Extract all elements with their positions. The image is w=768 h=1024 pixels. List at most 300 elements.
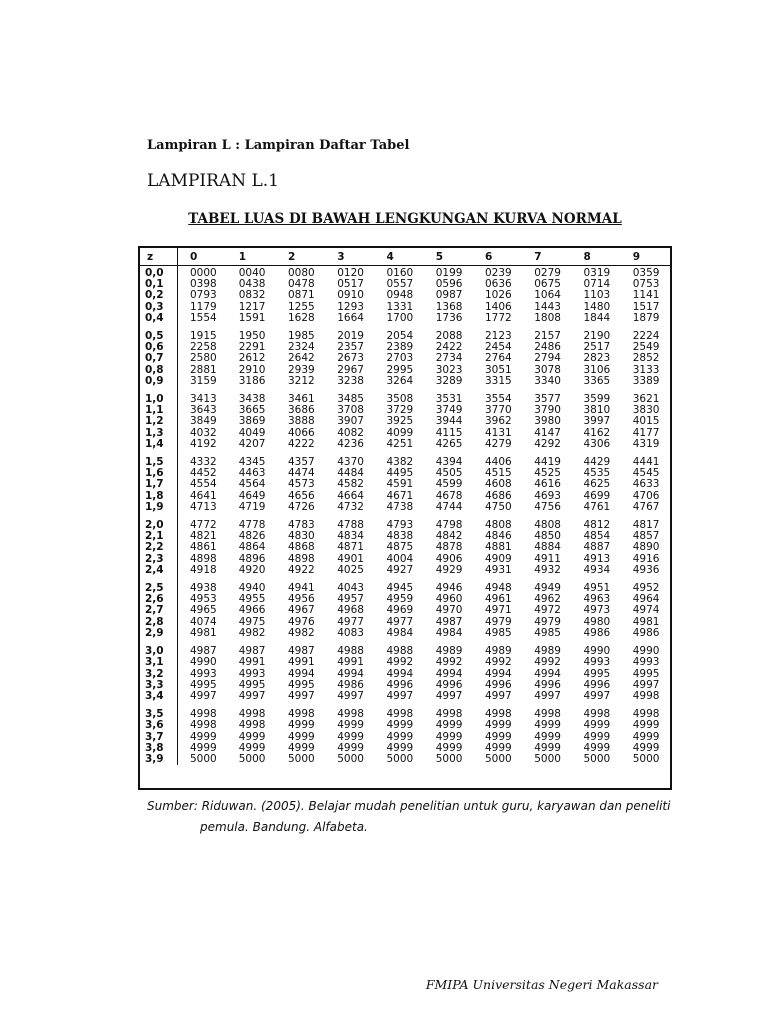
area-value-cell: 4981 bbox=[190, 626, 217, 639]
table-title-text: TABEL LUAS DI BAWAH LENGKUNGAN KURVA NORMAL bbox=[188, 211, 622, 227]
area-value-cell: 4999 bbox=[583, 730, 611, 743]
area-value-cell: 0793 bbox=[190, 289, 217, 302]
area-value-cell: 3438 bbox=[238, 393, 266, 406]
area-value-cell: 4783 bbox=[288, 519, 315, 532]
area-value-cell: 2852 bbox=[632, 352, 660, 365]
area-value-cell: 4988 bbox=[337, 645, 364, 658]
area-value-cell: 4043 bbox=[337, 582, 364, 595]
area-value-cell: 4279 bbox=[485, 437, 512, 450]
area-value-cell: 4995 bbox=[238, 678, 266, 691]
area-value-cell: 4998 bbox=[632, 708, 660, 721]
z-value-cell: 2,7 bbox=[140, 605, 178, 616]
area-value-cell: 4992 bbox=[534, 656, 561, 669]
area-value-cell: 4975 bbox=[238, 615, 266, 628]
area-value-cell: 4898 bbox=[288, 552, 315, 565]
area-value-cell: 4131 bbox=[485, 426, 512, 439]
area-value-cell: 5000 bbox=[534, 752, 561, 765]
area-value-cell: 2454 bbox=[485, 341, 512, 354]
area-value-cell: 4515 bbox=[485, 467, 512, 480]
area-value-cell: 1915 bbox=[190, 330, 217, 343]
area-value-cell: 4357 bbox=[288, 456, 315, 469]
area-value-cell: 4997 bbox=[288, 689, 315, 702]
area-value-cell: 4901 bbox=[337, 552, 364, 565]
area-value-cell: 4913 bbox=[583, 552, 611, 565]
area-value-cell: 2881 bbox=[190, 363, 217, 376]
area-value-cell: 4959 bbox=[386, 593, 414, 606]
area-value-cell: 2612 bbox=[238, 352, 266, 365]
area-value-cell: 4909 bbox=[485, 552, 512, 565]
z-table-container bbox=[138, 246, 672, 790]
table-row bbox=[140, 266, 670, 280]
table-row bbox=[140, 628, 670, 639]
area-value-cell: 4992 bbox=[386, 656, 414, 669]
area-value-cell: 4968 bbox=[337, 604, 364, 617]
area-value-cell: 4999 bbox=[435, 719, 463, 732]
area-value-cell: 4812 bbox=[583, 519, 611, 532]
area-value-cell: 4987 bbox=[288, 645, 315, 658]
area-value-cell: 0714 bbox=[583, 278, 611, 291]
area-value-cell: 2517 bbox=[583, 341, 611, 354]
area-value-cell: 4049 bbox=[238, 426, 266, 439]
area-value-cell: 4625 bbox=[583, 478, 611, 491]
z-value-cell: 1,9 bbox=[140, 502, 178, 513]
area-value-cell: 4664 bbox=[337, 489, 364, 502]
area-value-cell: 5000 bbox=[386, 752, 414, 765]
table-row bbox=[140, 376, 670, 387]
area-value-cell: 4999 bbox=[288, 730, 315, 743]
area-value-cell: 4999 bbox=[337, 719, 364, 732]
area-value-cell: 3133 bbox=[632, 363, 660, 376]
z-value-cell: 2,1 bbox=[140, 531, 178, 542]
area-value-cell: 4750 bbox=[485, 500, 512, 513]
area-value-cell: 4946 bbox=[435, 582, 463, 595]
area-value-cell: 4911 bbox=[534, 552, 561, 565]
area-value-cell: 4864 bbox=[238, 541, 266, 554]
area-value-cell: 3729 bbox=[386, 404, 414, 417]
area-value-cell: 4994 bbox=[288, 667, 315, 680]
table-row bbox=[140, 439, 670, 450]
area-value-cell: 3708 bbox=[337, 404, 364, 417]
area-value-cell: 2764 bbox=[485, 352, 512, 365]
area-value-cell: 4484 bbox=[337, 467, 364, 480]
area-value-cell: 4345 bbox=[238, 456, 266, 469]
z-table-header-row bbox=[140, 248, 670, 266]
area-value-cell: 3907 bbox=[337, 415, 364, 428]
area-value-cell: 4693 bbox=[534, 489, 561, 502]
area-value-cell: 4429 bbox=[583, 456, 611, 469]
area-value-cell: 4004 bbox=[386, 552, 414, 565]
area-value-cell: 1772 bbox=[485, 311, 512, 324]
area-value-cell: 4984 bbox=[386, 626, 414, 639]
area-value-cell: 1103 bbox=[583, 289, 611, 302]
area-value-cell: 3621 bbox=[632, 393, 660, 406]
area-value-cell: 0239 bbox=[485, 267, 512, 279]
area-value-cell: 4999 bbox=[534, 719, 561, 732]
area-value-cell: 3051 bbox=[485, 363, 512, 376]
area-value-cell: 4941 bbox=[288, 582, 315, 595]
z-value-cell: 2,5 bbox=[140, 583, 178, 594]
area-value-cell: 3485 bbox=[337, 393, 364, 406]
area-value-cell: 3106 bbox=[583, 363, 611, 376]
area-value-cell: 2019 bbox=[337, 330, 364, 343]
area-value-cell: 4591 bbox=[386, 478, 414, 491]
area-value-cell: 4998 bbox=[190, 719, 217, 732]
area-value-cell: 0517 bbox=[337, 278, 364, 291]
area-value-cell: 0753 bbox=[632, 278, 660, 291]
area-value-cell: 4633 bbox=[632, 478, 660, 491]
area-value-cell: 4992 bbox=[485, 656, 512, 669]
area-value-cell: 4656 bbox=[288, 489, 315, 502]
area-value-cell: 4838 bbox=[386, 530, 414, 543]
area-value-cell: 4162 bbox=[583, 426, 611, 439]
z-value-cell: 1,4 bbox=[140, 439, 178, 450]
area-value-cell: 4999 bbox=[238, 741, 266, 754]
area-value-cell: 4990 bbox=[583, 645, 611, 658]
z-value-cell: 3,6 bbox=[140, 720, 178, 731]
area-value-cell: 1517 bbox=[632, 300, 660, 313]
z-value-cell: 0,6 bbox=[140, 342, 178, 353]
z-value-cell: 3,1 bbox=[140, 657, 178, 668]
source-line-2: pemula. Bandung. Alfabeta. bbox=[200, 820, 368, 834]
area-value-cell: 4066 bbox=[288, 426, 315, 439]
area-value-cell: 4991 bbox=[337, 656, 364, 669]
area-value-cell: 4474 bbox=[288, 467, 315, 480]
area-value-cell: 0359 bbox=[632, 267, 660, 279]
area-value-cell: 4971 bbox=[485, 604, 512, 617]
area-value-cell: 4906 bbox=[435, 552, 463, 565]
area-value-cell: 2357 bbox=[337, 341, 364, 354]
area-value-cell: 4608 bbox=[485, 478, 512, 491]
area-value-cell: 4997 bbox=[583, 689, 611, 702]
area-value-cell: 4999 bbox=[485, 719, 512, 732]
area-value-cell: 4955 bbox=[238, 593, 266, 606]
area-value-cell: 3830 bbox=[632, 404, 660, 417]
area-value-cell: 2673 bbox=[337, 352, 364, 365]
area-value-cell: 4999 bbox=[632, 730, 660, 743]
area-value-cell: 4999 bbox=[485, 741, 512, 754]
table-row bbox=[140, 720, 670, 731]
area-value-cell: 4192 bbox=[190, 437, 217, 450]
table-row bbox=[140, 754, 670, 765]
area-value-cell: 4306 bbox=[583, 437, 611, 450]
area-value-cell: 4821 bbox=[190, 530, 217, 543]
area-value-cell: 4993 bbox=[583, 656, 611, 669]
area-value-cell: 3749 bbox=[435, 404, 463, 417]
area-value-cell: 4997 bbox=[386, 689, 414, 702]
area-value-cell: 4699 bbox=[583, 489, 611, 502]
area-value-cell: 3413 bbox=[190, 393, 217, 406]
z-value-cell: 3,2 bbox=[140, 669, 178, 680]
area-value-cell: 4868 bbox=[288, 541, 315, 554]
area-value-cell: 4977 bbox=[337, 615, 364, 628]
area-value-cell: 4998 bbox=[288, 708, 315, 721]
area-value-cell: 3888 bbox=[288, 415, 315, 428]
area-value-cell: 4997 bbox=[337, 689, 364, 702]
area-value-cell: 4985 bbox=[534, 626, 561, 639]
area-value-cell: 4998 bbox=[534, 708, 561, 721]
area-value-cell: 5000 bbox=[238, 752, 266, 765]
z-value-cell: 3,7 bbox=[140, 732, 178, 743]
area-value-cell: 4999 bbox=[238, 730, 266, 743]
area-value-cell: 4920 bbox=[238, 563, 266, 576]
area-value-cell: 4706 bbox=[632, 489, 660, 502]
area-value-cell: 0557 bbox=[386, 278, 414, 291]
area-value-cell: 2642 bbox=[288, 352, 315, 365]
area-value-cell: 4599 bbox=[435, 478, 463, 491]
area-value-cell: 4998 bbox=[337, 708, 364, 721]
area-value-cell: 1664 bbox=[337, 311, 364, 324]
area-value-cell: 3461 bbox=[288, 393, 315, 406]
appendix-heading: LAMPIRAN L.1 bbox=[147, 171, 279, 191]
area-value-cell: 4976 bbox=[288, 615, 315, 628]
area-value-cell: 4995 bbox=[583, 667, 611, 680]
z-value-cell: 1,3 bbox=[140, 428, 178, 439]
area-value-cell: 4686 bbox=[485, 489, 512, 502]
area-value-cell: 2389 bbox=[386, 341, 414, 354]
area-value-cell: 4996 bbox=[583, 678, 611, 691]
z-value-cell: 1,2 bbox=[140, 416, 178, 427]
area-value-cell: 3790 bbox=[534, 404, 561, 417]
area-value-cell: 4989 bbox=[534, 645, 561, 658]
area-value-cell: 4952 bbox=[632, 582, 660, 595]
area-value-cell: 3849 bbox=[190, 415, 217, 428]
area-value-cell: 4082 bbox=[337, 426, 364, 439]
area-value-cell: 1950 bbox=[238, 330, 266, 343]
area-value-cell: 0636 bbox=[485, 278, 512, 291]
area-value-cell: 0832 bbox=[238, 289, 266, 302]
area-value-cell: 4929 bbox=[435, 563, 463, 576]
area-value-cell: 1480 bbox=[583, 300, 611, 313]
area-value-cell: 4999 bbox=[288, 741, 315, 754]
z-value-cell: 1,5 bbox=[140, 457, 178, 468]
z-value-cell: 1,6 bbox=[140, 468, 178, 479]
area-value-cell: 4999 bbox=[534, 741, 561, 754]
table-row bbox=[140, 565, 670, 576]
table-row bbox=[140, 290, 670, 301]
area-value-cell: 4394 bbox=[435, 456, 463, 469]
area-value-cell: 1628 bbox=[288, 311, 315, 324]
area-value-cell: 5000 bbox=[583, 752, 611, 765]
area-value-cell: 4382 bbox=[386, 456, 414, 469]
area-value-cell: 4719 bbox=[238, 500, 266, 513]
area-value-cell: 3577 bbox=[534, 393, 561, 406]
z-value-cell: 3,9 bbox=[140, 754, 178, 765]
area-value-cell: 4991 bbox=[288, 656, 315, 669]
area-value-cell: 4761 bbox=[583, 500, 611, 513]
area-value-cell: 3643 bbox=[190, 404, 217, 417]
area-value-cell: 4987 bbox=[190, 645, 217, 658]
area-value-cell: 4997 bbox=[534, 689, 561, 702]
area-value-cell: 4535 bbox=[583, 467, 611, 480]
area-value-cell: 4207 bbox=[238, 437, 266, 450]
area-value-cell: 4767 bbox=[632, 500, 660, 513]
z-value-cell: 1,8 bbox=[140, 491, 178, 502]
area-value-cell: 4798 bbox=[435, 519, 463, 532]
area-value-cell: 4999 bbox=[386, 719, 414, 732]
area-value-cell: 4991 bbox=[238, 656, 266, 669]
area-value-cell: 4979 bbox=[534, 615, 561, 628]
area-value-cell: 5000 bbox=[435, 752, 463, 765]
area-value-cell: 4083 bbox=[337, 626, 364, 639]
area-value-cell: 4967 bbox=[288, 604, 315, 617]
area-value-cell: 4505 bbox=[435, 467, 463, 480]
area-value-cell: 1141 bbox=[632, 289, 660, 302]
z-value-cell: 3,5 bbox=[140, 709, 178, 720]
area-value-cell: 4953 bbox=[190, 593, 217, 606]
area-value-cell: 4977 bbox=[386, 615, 414, 628]
area-value-cell: 1985 bbox=[288, 330, 315, 343]
area-value-cell: 4808 bbox=[534, 519, 561, 532]
area-value-cell: 3508 bbox=[386, 393, 414, 406]
area-value-cell: 4099 bbox=[386, 426, 414, 439]
z-value-cell: 2,6 bbox=[140, 594, 178, 605]
area-value-cell: 0040 bbox=[238, 267, 266, 279]
area-value-cell: 4525 bbox=[534, 467, 561, 480]
area-value-cell: 4966 bbox=[238, 604, 266, 617]
area-value-cell: 3289 bbox=[435, 374, 463, 387]
area-value-cell: 4772 bbox=[190, 519, 217, 532]
area-value-cell: 4964 bbox=[632, 593, 660, 606]
area-value-cell: 2995 bbox=[386, 363, 414, 376]
area-value-cell: 4994 bbox=[485, 667, 512, 680]
area-value-cell: 4251 bbox=[386, 437, 414, 450]
area-value-cell: 4778 bbox=[238, 519, 266, 532]
area-value-cell: 2823 bbox=[583, 352, 611, 365]
area-value-cell: 2258 bbox=[190, 341, 217, 354]
area-value-cell: 4969 bbox=[386, 604, 414, 617]
area-value-cell: 2422 bbox=[435, 341, 463, 354]
z-value-cell: 0,4 bbox=[140, 313, 178, 324]
area-value-cell: 1026 bbox=[485, 289, 512, 302]
area-value-cell: 4319 bbox=[632, 437, 660, 450]
area-value-cell: 4922 bbox=[288, 563, 315, 576]
area-value-cell: 4996 bbox=[485, 678, 512, 691]
z-value-cell: 3,8 bbox=[140, 743, 178, 754]
area-value-cell: 4931 bbox=[485, 563, 512, 576]
area-value-cell: 4951 bbox=[583, 582, 611, 595]
area-value-cell: 4887 bbox=[583, 541, 611, 554]
area-value-cell: 4973 bbox=[583, 604, 611, 617]
area-value-cell: 0160 bbox=[386, 267, 414, 279]
area-value-cell: 4545 bbox=[632, 467, 660, 480]
area-value-cell: 4949 bbox=[534, 582, 561, 595]
area-value-cell: 4678 bbox=[435, 489, 463, 502]
area-value-cell: 4997 bbox=[485, 689, 512, 702]
area-value-cell: 4861 bbox=[190, 541, 217, 554]
area-value-cell: 2291 bbox=[238, 341, 266, 354]
area-value-cell: 4616 bbox=[534, 478, 561, 491]
z-value-cell: 3,4 bbox=[140, 691, 178, 702]
area-value-cell: 3925 bbox=[386, 415, 414, 428]
area-value-cell: 4726 bbox=[288, 500, 315, 513]
z-value-cell: 2,3 bbox=[140, 554, 178, 565]
area-value-cell: 4999 bbox=[337, 741, 364, 754]
table-row bbox=[140, 605, 670, 616]
area-value-cell: 4990 bbox=[632, 645, 660, 658]
area-value-cell: 4564 bbox=[238, 478, 266, 491]
header-cell: 9 bbox=[621, 248, 670, 266]
area-value-cell: 4808 bbox=[485, 519, 512, 532]
z-value-cell: 2,0 bbox=[140, 520, 178, 531]
table-row bbox=[140, 657, 670, 668]
area-value-cell: 0948 bbox=[386, 289, 414, 302]
area-value-cell: 4850 bbox=[534, 530, 561, 543]
area-value-cell: 2088 bbox=[435, 330, 463, 343]
table-row bbox=[140, 691, 670, 702]
area-value-cell: 3665 bbox=[238, 404, 266, 417]
z-value-cell: 0,7 bbox=[140, 353, 178, 364]
area-value-cell: 4932 bbox=[534, 563, 561, 576]
area-value-cell: 4671 bbox=[386, 489, 414, 502]
area-value-cell: 5000 bbox=[632, 752, 660, 765]
area-value-cell: 4934 bbox=[583, 563, 611, 576]
area-value-cell: 4713 bbox=[190, 500, 217, 513]
area-value-cell: 2910 bbox=[238, 363, 266, 376]
header-cell: 2 bbox=[276, 248, 325, 266]
area-value-cell: 4222 bbox=[288, 437, 315, 450]
area-value-cell: 4846 bbox=[485, 530, 512, 543]
area-value-cell: 4985 bbox=[485, 626, 512, 639]
area-value-cell: 4842 bbox=[435, 530, 463, 543]
area-value-cell: 4981 bbox=[632, 615, 660, 628]
area-value-cell: 4881 bbox=[485, 541, 512, 554]
area-value-cell: 4419 bbox=[534, 456, 561, 469]
area-value-cell: 4788 bbox=[337, 519, 364, 532]
area-value-cell: 4957 bbox=[337, 593, 364, 606]
area-value-cell: 4979 bbox=[485, 615, 512, 628]
area-value-cell: 4115 bbox=[435, 426, 463, 439]
area-value-cell: 2486 bbox=[534, 341, 561, 354]
area-value-cell: 3962 bbox=[485, 415, 512, 428]
area-value-cell: 2123 bbox=[485, 330, 512, 343]
area-value-cell: 4998 bbox=[435, 708, 463, 721]
area-value-cell: 3531 bbox=[435, 393, 463, 406]
area-value-cell: 4292 bbox=[534, 437, 561, 450]
area-value-cell: 1255 bbox=[288, 300, 315, 313]
area-value-cell: 4945 bbox=[386, 582, 414, 595]
area-value-cell: 4994 bbox=[534, 667, 561, 680]
area-value-cell: 4999 bbox=[632, 719, 660, 732]
area-value-cell: 4996 bbox=[534, 678, 561, 691]
area-value-cell: 4999 bbox=[534, 730, 561, 743]
area-value-cell: 4896 bbox=[238, 552, 266, 565]
area-value-cell: 3980 bbox=[534, 415, 561, 428]
area-value-cell: 4649 bbox=[238, 489, 266, 502]
area-value-cell: 4744 bbox=[435, 500, 463, 513]
area-value-cell: 1406 bbox=[485, 300, 512, 313]
source-citation bbox=[147, 796, 687, 838]
z-value-cell: 2,9 bbox=[140, 628, 178, 639]
area-value-cell: 3997 bbox=[583, 415, 611, 428]
area-value-cell: 3212 bbox=[288, 374, 315, 387]
area-value-cell: 0987 bbox=[435, 289, 463, 302]
area-value-cell: 4999 bbox=[288, 719, 315, 732]
area-value-cell: 4998 bbox=[238, 719, 266, 732]
area-value-cell: 4960 bbox=[435, 593, 463, 606]
area-value-cell: 4999 bbox=[386, 741, 414, 754]
area-value-cell: 4370 bbox=[337, 456, 364, 469]
area-value-cell: 4854 bbox=[583, 530, 611, 543]
area-value-cell: 0596 bbox=[435, 278, 463, 291]
area-value-cell: 3770 bbox=[485, 404, 512, 417]
area-value-cell: 3554 bbox=[485, 393, 512, 406]
area-value-cell: 4452 bbox=[190, 467, 217, 480]
area-value-cell: 0080 bbox=[288, 267, 315, 279]
area-value-cell: 4830 bbox=[288, 530, 315, 543]
z-value-cell: 0,1 bbox=[140, 279, 178, 290]
area-value-cell: 4916 bbox=[632, 552, 660, 565]
area-value-cell: 4996 bbox=[386, 678, 414, 691]
